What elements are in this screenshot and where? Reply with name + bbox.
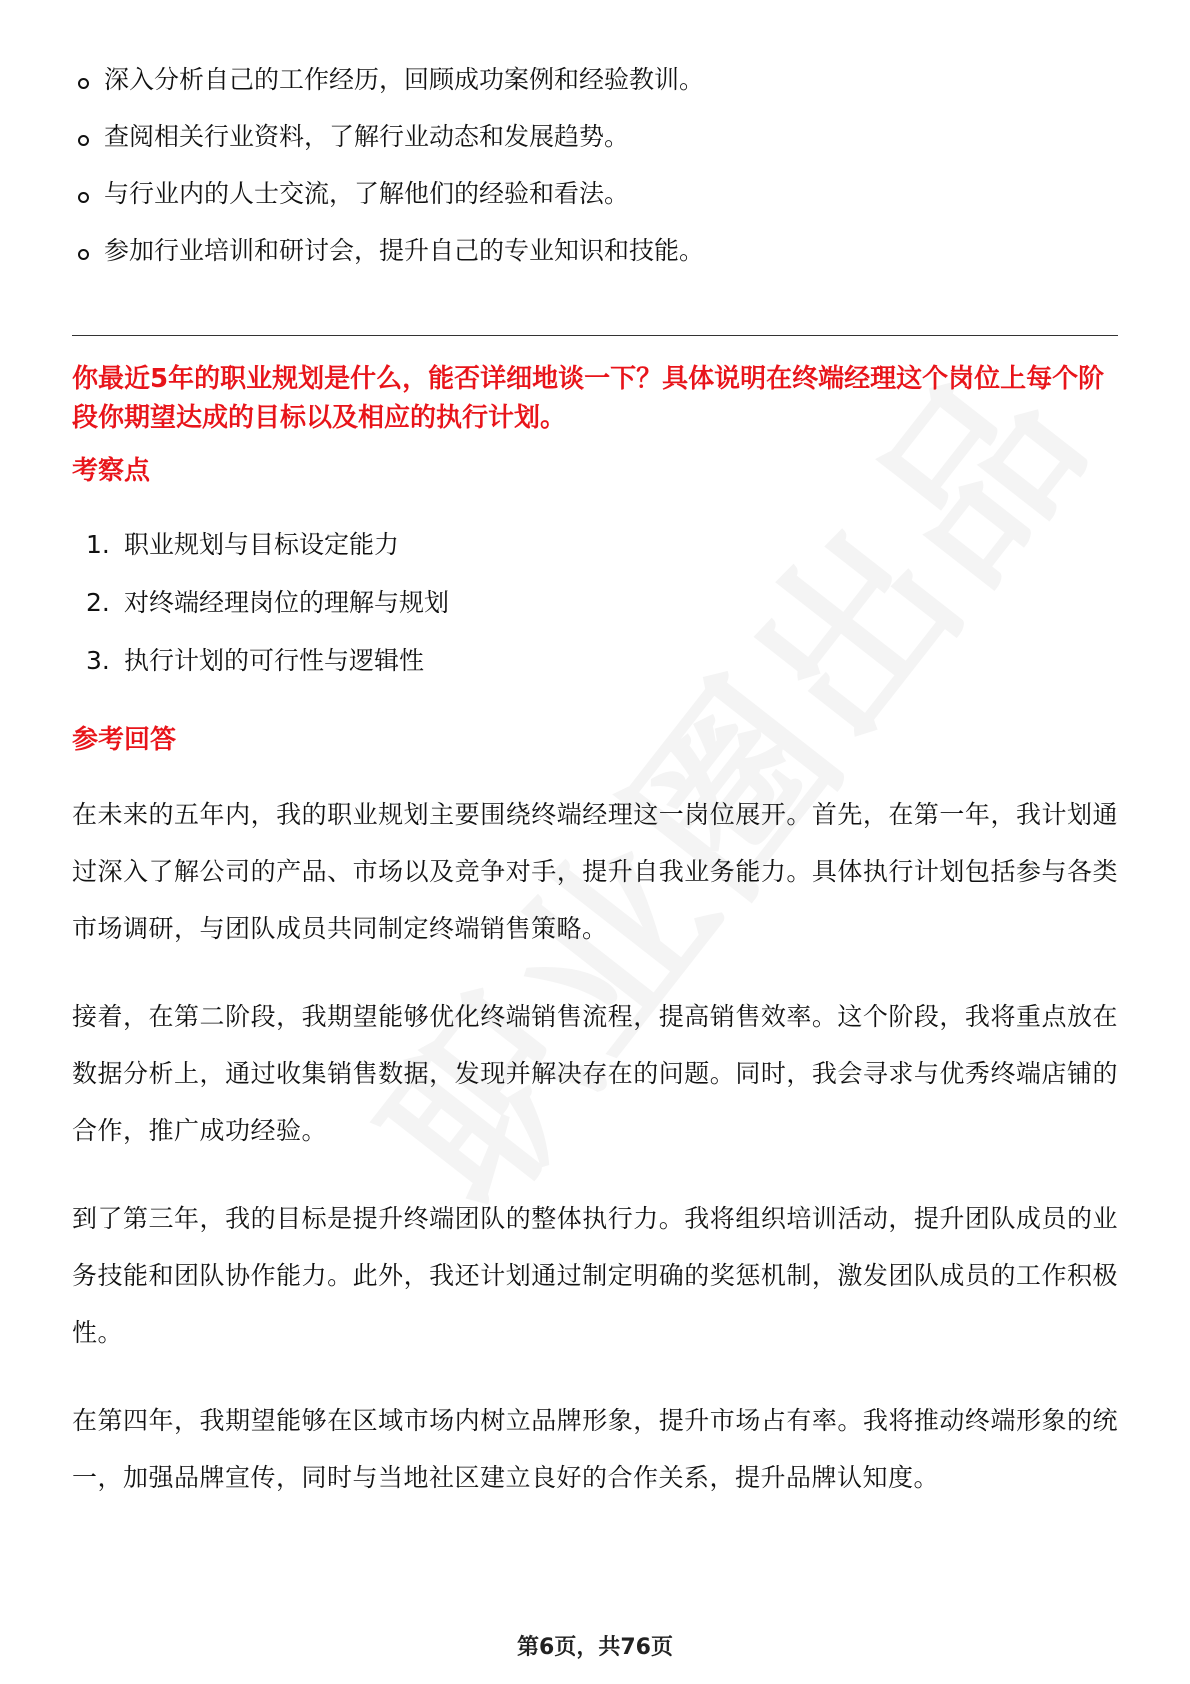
list-number: 1.: [86, 530, 110, 559]
list-item-text: 查阅相关行业资料，了解行业动态和发展趋势。: [104, 122, 630, 151]
answer-paragraph: 在第四年，我期望能够在区域市场内树立品牌形象，提升市场占有率。我将推动终端形象的统一，加强品牌宣传，同时与当地社区建立良好的合作关系，提升品牌认知度。: [72, 1406, 1118, 1492]
list-item: [78, 177, 1078, 234]
list-item-text: 职业规划与目标设定能力: [124, 530, 400, 559]
list-item-text: 参加行业培训和研讨会，提升自己的专业知识和技能。: [104, 236, 705, 265]
sub-bullet-list: [78, 63, 1078, 291]
list-item-text: 执行计划的可行性与逻辑性: [124, 646, 425, 675]
answer-paragraph: 在未来的五年内，我的职业规划主要围绕终端经理这一岗位展开。首先，在第一年，我计划通过深入了解公司的产品、市场以及竞争对手，提升自我业务能力。具体执行计划包括参与各类市场调研，与团队成员共同制定终端销售策略。: [72, 800, 1118, 943]
list-item: [86, 528, 1086, 586]
list-number: 2.: [86, 588, 110, 617]
circle-bullet-icon: [78, 192, 89, 203]
circle-bullet-icon: [78, 78, 89, 89]
list-item-text: 与行业内的人士交流，了解他们的经验和看法。: [104, 179, 630, 208]
list-number: 3.: [86, 646, 110, 675]
assessment-list: [86, 528, 1086, 702]
circle-bullet-icon: [78, 249, 89, 260]
list-item: [78, 120, 1078, 177]
answer-heading: 参考回答: [72, 725, 177, 755]
answer-paragraph: 接着，在第二阶段，我期望能够优化终端销售流程，提高销售效率。这个阶段，我将重点放在数据分析上，通过收集销售数据，发现并解决存在的问题。同时，我会寻求与优秀终端店铺的合作，推广成功经验。: [72, 1002, 1118, 1145]
list-item-text: 对终端经理岗位的理解与规划: [124, 588, 450, 617]
list-item: [86, 586, 1086, 644]
list-item: [78, 234, 1078, 291]
page-footer: 第6页，共76页: [517, 1635, 673, 1660]
section-divider: [72, 335, 1118, 336]
interview-question: 你最近5年的职业规划是什么，能否详细地谈一下？具体说明在终端经理这个岗位上每个阶段你期望达成的目标以及相应的执行计划。: [72, 364, 1105, 433]
assessment-heading: 考察点: [72, 456, 151, 486]
circle-bullet-icon: [78, 135, 89, 146]
list-item: [78, 63, 1078, 120]
list-item: [86, 644, 1086, 702]
list-item-text: 深入分析自己的工作经历，回顾成功案例和经验教训。: [104, 65, 705, 94]
answer-paragraph: 到了第三年，我的目标是提升终端团队的整体执行力。我将组织培训活动，提升团队成员的业务技能和团队协作能力。此外，我还计划通过制定明确的奖惩机制，激发团队成员的工作积极性。: [72, 1204, 1118, 1347]
